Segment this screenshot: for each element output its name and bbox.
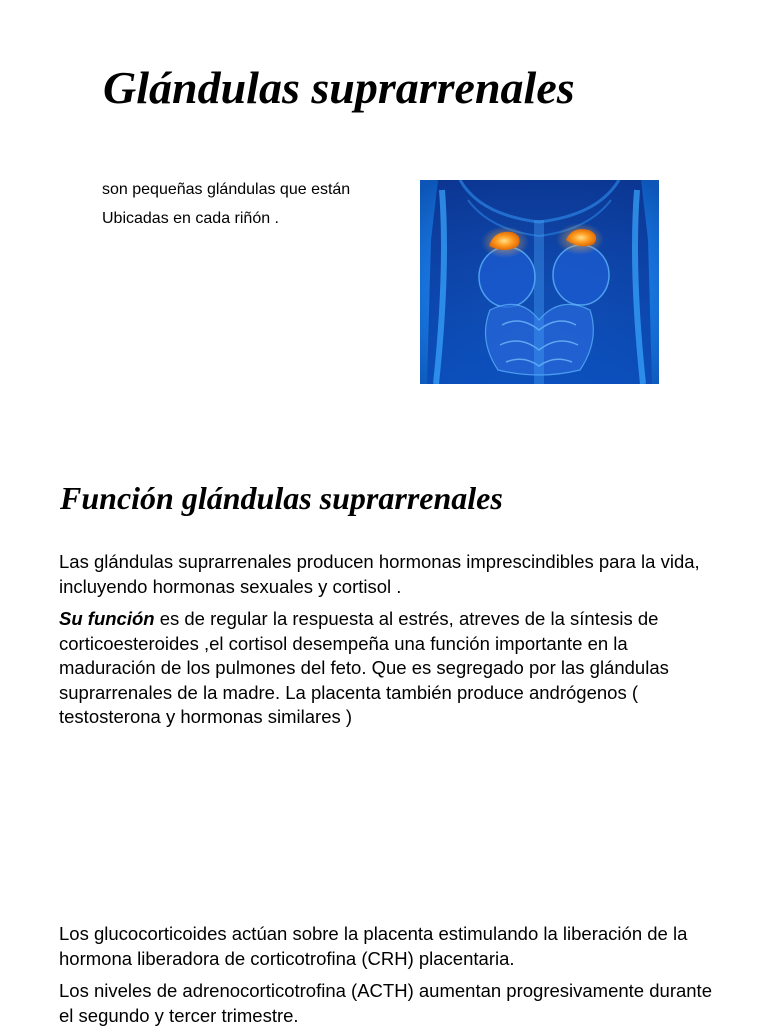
intro-line-1: son pequeñas glándulas que están (102, 181, 351, 198)
glucocorticoids-text-block (59, 922, 729, 1036)
intro-text (102, 175, 402, 233)
page-title: Glándulas suprarrenales (103, 62, 575, 113)
paragraph-glucocorticoids: Los glucocorticoides actúan sobre la placenta estimulando la liberación de la hormona liberadora de corticotrofina (CRH) placentaria. (59, 923, 688, 969)
adrenal-glands-image (420, 180, 659, 384)
emphasis-su-funcion: Su función (59, 608, 155, 629)
paragraph-acth: Los niveles de adrenocorticotrofina (ACTH) aumentan progresivamente durante el segundo y tercer trimestre. (59, 980, 712, 1026)
function-text-block (59, 550, 729, 738)
paragraph-function (59, 607, 729, 730)
section-heading: Función glándulas suprarrenales (60, 480, 503, 516)
paragraph-hormones: Las glándulas suprarrenales producen hormonas imprescindibles para la vida, incluyendo hormonas sexuales y cortisol . (59, 551, 700, 597)
paragraph-function-text: es de regular la respuesta al estrés, atreves de la síntesis de corticoesteroides ,el cortisol desempeña una función importante en la maduración de los pulmones del feto. Que es segregado por las glándulas suprarrenales de la madre. La placenta también produce andrógenos ( testosterona y hormonas similares ) (59, 608, 669, 727)
intro-line-2: Ubicadas en cada riñón . (102, 210, 279, 227)
